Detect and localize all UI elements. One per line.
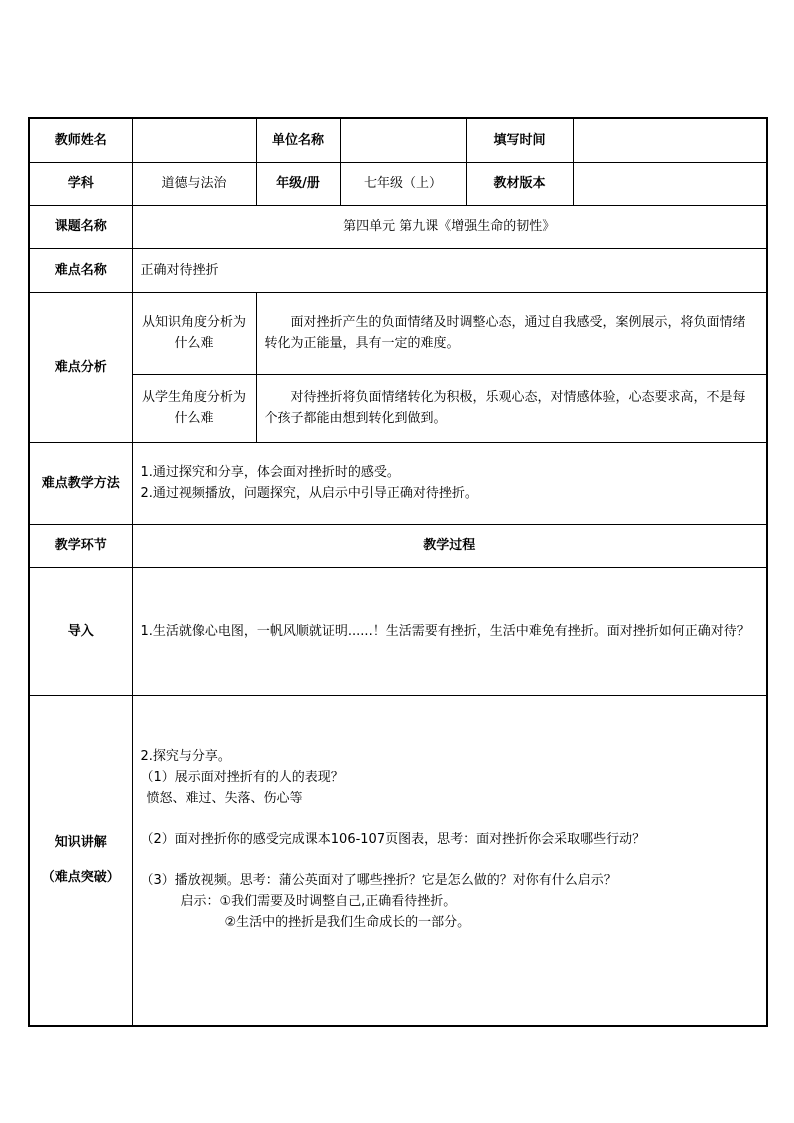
knowledge-line-5: （3）播放视频。思考：蒲公英面对了哪些挫折？它是怎么做的？对你有什么启示？: [140, 872, 617, 888]
fill-time-value: [573, 118, 767, 162]
teacher-name-label: 教师姓名: [29, 118, 132, 162]
knowledge-sublabel: （难点突破）: [41, 870, 120, 886]
unit-name-label: 单位名称: [256, 118, 340, 162]
lesson-plan-table: [28, 117, 768, 1027]
knowledge-line-4: （2）面对挫折你的感受完成课本106-107页图表，思考：面对挫折你会采取哪些行动？: [140, 831, 646, 847]
lesson-plan-page: [28, 117, 766, 1027]
method-line-2: 2.通过视频播放，问题探究，从启示中引导正确对待挫折。: [140, 486, 478, 501]
knowledge-line-3: 愤怒、难过、失落、伤心等: [146, 790, 303, 806]
knowledge-line-7: ②生活中的挫折是我们生命成长的一部分。: [224, 914, 471, 930]
edition-value: [573, 162, 767, 205]
analysis-label: 难点分析: [29, 292, 132, 442]
subject-value: 道德与法治: [132, 162, 256, 205]
knowledge-angle-text: 面对挫折产生的负面情绪及时调整心态，通过自我感受，案例展示，将负面情绪转化为正能量，具有一定的难度。: [256, 292, 767, 374]
student-angle-label: 从学生角度分析为什么难: [132, 374, 256, 442]
knowledge-row: [29, 695, 767, 1026]
knowledge-line-6: 启示：①我们需要及时调整自己,正确看待挫折。: [180, 893, 457, 909]
intro-row: [29, 567, 767, 695]
difficulty-row: [29, 248, 767, 292]
subject-label: 学科: [29, 162, 132, 205]
method-text: [132, 442, 767, 524]
grade-value: 七年级（上）: [340, 162, 466, 205]
teaching-stage-label: 教学环节: [29, 524, 132, 567]
process-header-row: [29, 524, 767, 567]
difficulty-label: 难点名称: [29, 248, 132, 292]
teaching-process-label: 教学过程: [132, 524, 767, 567]
knowledge-line-1: 2.探究与分享。: [140, 748, 231, 764]
teacher-name-value: [132, 118, 256, 162]
fill-time-label: 填写时间: [466, 118, 573, 162]
edition-label: 教材版本: [466, 162, 573, 205]
method-row: [29, 442, 767, 524]
difficulty-value: 正确对待挫折: [132, 248, 767, 292]
method-line-1: 1.通过探究和分享，体会面对挫折时的感受。: [140, 465, 400, 480]
method-label: 难点教学方法: [29, 442, 132, 524]
analysis-knowledge-row: [29, 292, 767, 374]
analysis-student-row: [29, 374, 767, 442]
intro-label: 导入: [29, 567, 132, 695]
unit-name-value: [340, 118, 466, 162]
knowledge-angle-label: 从知识角度分析为什么难: [132, 292, 256, 374]
header-row-2: [29, 162, 767, 205]
header-row-1: [29, 118, 767, 162]
knowledge-line-2: （1）展示面对挫折有的人的表现？: [140, 769, 344, 785]
knowledge-label-cell: [29, 695, 132, 1026]
knowledge-label: 知识讲解: [54, 835, 107, 851]
lesson-title-label: 课题名称: [29, 205, 132, 248]
lesson-title-value: 第四单元 第九课《增强生命的韧性》: [132, 205, 767, 248]
grade-label: 年级/册: [256, 162, 340, 205]
intro-text: 1.生活就像心电图，一帆风顺就证明......！生活需要有挫折，生活中难免有挫折。面对挫折如何正确对待？: [132, 567, 767, 695]
knowledge-content: [132, 695, 767, 1026]
student-angle-text: 对待挫折将负面情绪转化为积极，乐观心态，对情感体验，心态要求高，不是每个孩子都能由想到转化到做到。: [256, 374, 767, 442]
lesson-title-row: [29, 205, 767, 248]
